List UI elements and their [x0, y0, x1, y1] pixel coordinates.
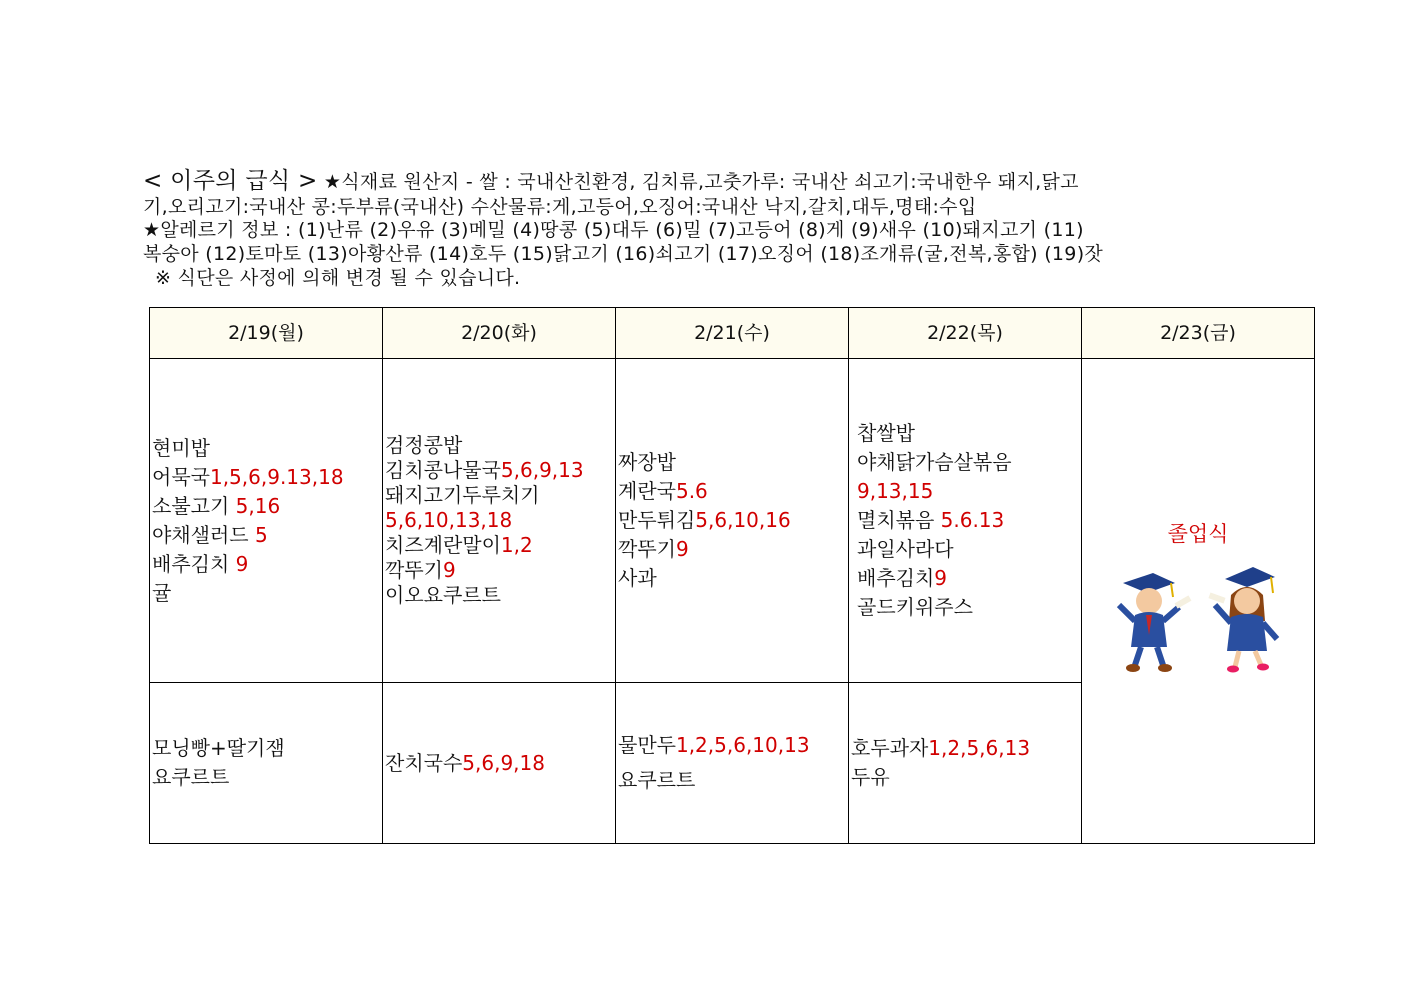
menu-item: 김치콩나물국5,6,9,13: [385, 458, 584, 482]
menu-item: 야채샐러드 5: [152, 522, 268, 547]
allergy-code: 9: [235, 551, 249, 576]
snack-cell: [383, 683, 616, 844]
menu-item: 골드키위주스: [857, 595, 973, 619]
menu-item: 요쿠르트: [618, 768, 696, 792]
allergy-code: 5,6,9,18: [462, 750, 545, 775]
lunch-cell: [849, 359, 1082, 683]
menu-item: 이오요쿠르트: [385, 583, 501, 607]
menu-item: 사과: [618, 566, 657, 590]
origin-text-2: 기,오리고기:국내산 콩:두부류(국내산) 수산물류:게,고등어,오징어:국내산 낙지,갈치,대두,명태:수입: [143, 196, 977, 218]
lunch-row: [150, 359, 1315, 683]
snack-cell: [150, 683, 383, 844]
date-cell: 2/23(금): [1082, 308, 1315, 359]
allergy-code: 9: [442, 558, 456, 582]
menu-item: 현미밥: [152, 435, 210, 460]
menu-item: 어묵국1,5,6,9.13,18: [152, 464, 344, 489]
allergy-code: 5: [254, 522, 268, 547]
allergy-info-1: ★알레르기 정보 : (1)난류 (2)우유 (3)메밀 (4)땅콩 (5)대두 (6)밀 (7)고등어 (8)게 (9)새우 (10)돼지고기 (11): [143, 219, 1084, 241]
allergy-code: 9: [675, 537, 689, 561]
allergy-code: 5,6,10,16: [695, 508, 791, 532]
menu-item: 호두과자1,2,5,6,13: [851, 736, 1031, 760]
graduation-kids-icon: [1113, 565, 1283, 675]
menu-item: 물만두1,2,5,6,10,13: [618, 733, 810, 757]
allergy-code: 5,6,10,13,18: [385, 508, 513, 532]
allergy-code: 1,5,6,9.13,18: [209, 464, 344, 489]
origin-text-1: ★식재료 원산지 - 쌀 : 국내산친환경, 김치류,고춧가루: 국내산 쇠고기:국내한우 돼지,닭고: [323, 171, 1079, 193]
menu-item: 과일사라다: [857, 537, 954, 561]
graduation-label: 졸업식: [1167, 521, 1229, 546]
menu-item: 야채닭가슴살볶음: [857, 450, 1012, 474]
date-row: [150, 308, 1315, 359]
snack-cell: [849, 683, 1082, 844]
menu-item: 귤: [152, 580, 172, 605]
allergy-code: 9: [934, 566, 948, 590]
menu-item: 소불고기 5,16: [152, 493, 281, 518]
menu-item: 돼지고기두루치기: [385, 483, 540, 507]
lunch-cell: [150, 359, 383, 683]
menu-item: 멸치볶음 5.6.13: [857, 508, 1005, 532]
page-title: < 이주의 급식 >: [143, 168, 318, 194]
allergy-code: 5.6: [675, 479, 708, 503]
date-cell: 2/19(월): [150, 308, 383, 359]
menu-item: 요쿠르트: [152, 765, 230, 789]
snack-cell: [616, 683, 849, 844]
date-cell: 2/21(수): [616, 308, 849, 359]
allergy-code: 1,2,5,6,13: [928, 736, 1031, 760]
allergy-code: 1,2: [500, 533, 533, 557]
graduation-cell: [1082, 359, 1315, 844]
menu-item: [385, 508, 613, 533]
allergy-info-2: 복숭아 (12)토마토 (13)아황산류 (14)호두 (15)닭고기 (16)쇠고기 (17)오징어 (18)조개류(굴,전복,홍합) (19)잣: [143, 243, 1104, 265]
menu-item: 두유: [851, 765, 890, 789]
allergy-code: 5,6,9,13: [500, 458, 584, 482]
menu-item: [857, 477, 1079, 506]
header-origin-line-1: [143, 168, 1273, 195]
menu-item: 찹쌀밥: [857, 421, 915, 445]
allergy-code: 5.6.13: [940, 508, 1005, 532]
menu-item: 깍뚜기9: [385, 558, 456, 582]
notice: ※ 식단은 사정에 의해 변경 될 수 있습니다.: [155, 267, 521, 289]
allergy-code: 5,16: [235, 493, 281, 518]
date-cell: 2/22(목): [849, 308, 1082, 359]
menu-item: 계란국5.6: [618, 479, 708, 503]
allergy-code: 1,2,5,6,10,13: [675, 733, 810, 757]
allergy-code: 9,13,15: [857, 479, 934, 503]
lunch-cell: [383, 359, 616, 683]
lunch-cell: [616, 359, 849, 683]
menu-item: 만두튀김5,6,10,16: [618, 508, 791, 532]
date-cell: 2/20(화): [383, 308, 616, 359]
menu-item: 짜장밥: [618, 450, 676, 474]
menu-item: 모닝빵+딸기잼: [152, 736, 285, 760]
menu-table: [149, 307, 1315, 844]
menu-item: 배추김치9: [857, 566, 948, 590]
menu-item: 치즈계란말이1,2: [385, 533, 533, 557]
menu-item: 배추김치 9: [152, 551, 249, 576]
menu-item: 잔치국수5,6,9,18: [385, 750, 545, 775]
menu-item: 검정콩밥: [385, 433, 463, 457]
menu-item: 깍뚜기9: [618, 537, 689, 561]
